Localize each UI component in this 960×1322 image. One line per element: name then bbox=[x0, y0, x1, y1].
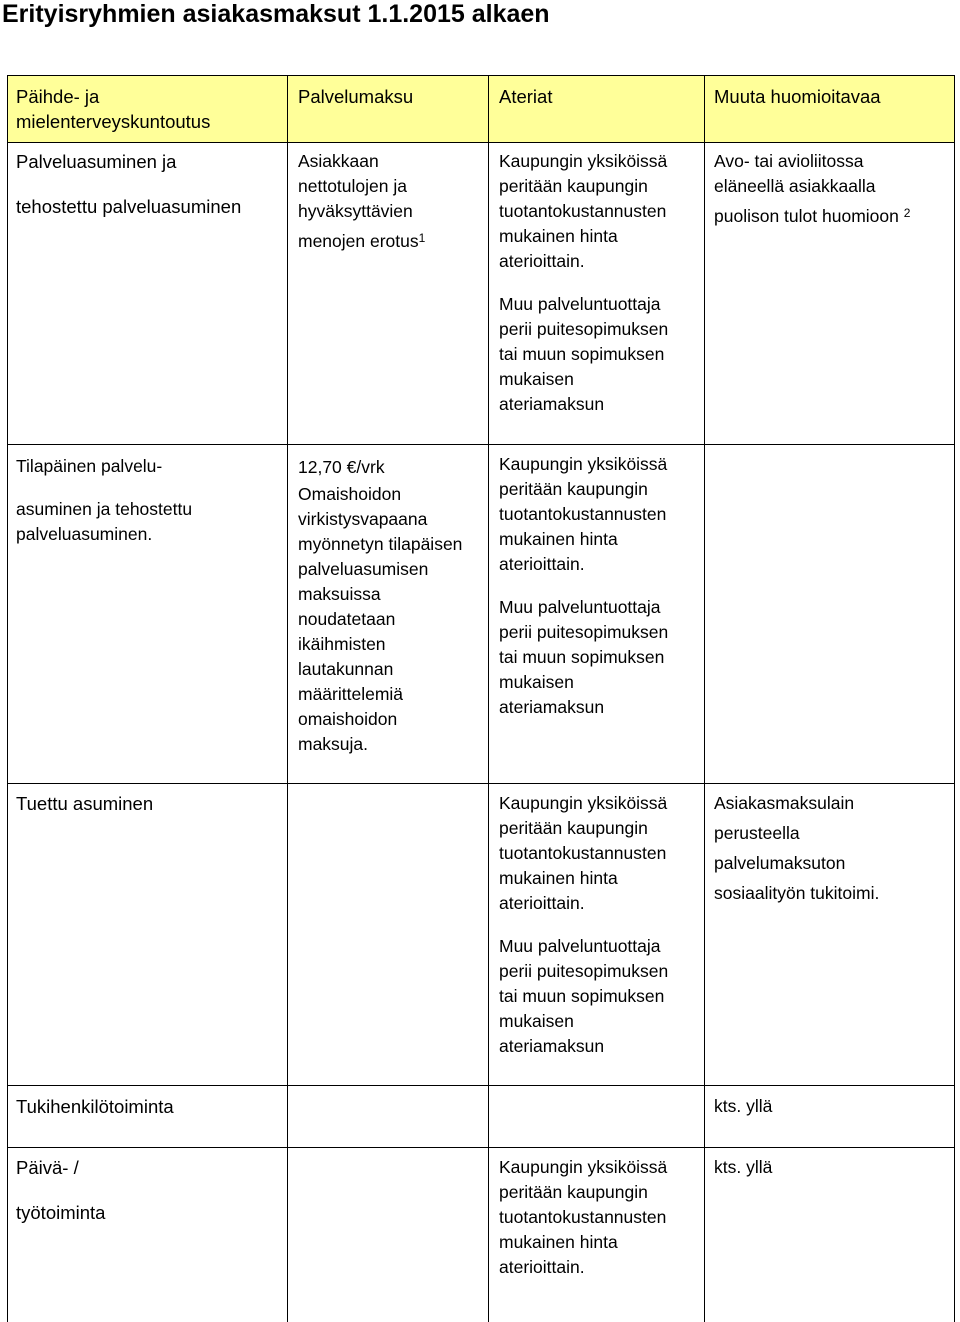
row1-note-line: Avo- tai avioliitossa bbox=[714, 151, 864, 171]
row1-note-line bbox=[714, 204, 910, 229]
row1-fee-text: menojen erotus bbox=[298, 231, 419, 251]
row1-fee bbox=[298, 149, 425, 254]
meal-line: tuotantokustannusten bbox=[499, 504, 667, 524]
row2-fee-line: maksuja. bbox=[298, 734, 369, 754]
meal-line: aterioittain. bbox=[499, 1257, 585, 1277]
row1-fee-line: nettotulojen ja bbox=[298, 176, 407, 196]
footnote-ref: 2 bbox=[903, 206, 911, 220]
meal-line: ateriamaksun bbox=[499, 697, 605, 717]
meal-line: aterioittain. bbox=[499, 554, 585, 574]
meal-line: mukainen hinta bbox=[499, 1232, 618, 1252]
meal-line: peritään kaupungin bbox=[499, 479, 648, 499]
meal-line: mukaisen bbox=[499, 1011, 574, 1031]
row1-note bbox=[714, 149, 910, 229]
row2-name-line: asuminen ja tehostettu bbox=[16, 499, 193, 519]
meal-line: tai muun sopimuksen bbox=[499, 986, 665, 1006]
meal-line: perii puitesopimuksen bbox=[499, 319, 669, 339]
header-col3: Ateriat bbox=[499, 86, 553, 107]
table-border bbox=[7, 142, 955, 143]
page-title: Erityisryhmien asiakasmaksut 1.1.2015 alkaen bbox=[2, 0, 550, 28]
row3-note-line: perusteella bbox=[714, 823, 800, 843]
row2-name bbox=[16, 454, 192, 547]
meal-line: peritään kaupungin bbox=[499, 1182, 648, 1202]
meal-line: ateriamaksun bbox=[499, 1036, 605, 1056]
row5-note: kts. yllä bbox=[714, 1157, 773, 1177]
meal-line: tuotantokustannusten bbox=[499, 843, 667, 863]
meal-line: Kaupungin yksiköissä bbox=[499, 454, 668, 474]
meal-line: mukaisen bbox=[499, 672, 574, 692]
row1-fee-line bbox=[298, 229, 425, 254]
table-border bbox=[7, 75, 955, 76]
table-border bbox=[7, 444, 955, 445]
row1-fee-line: Asiakkaan bbox=[298, 151, 379, 171]
table-border bbox=[7, 75, 8, 1322]
footnote-ref: 1 bbox=[418, 231, 426, 245]
table-border bbox=[7, 783, 955, 784]
table-border bbox=[954, 75, 955, 1322]
header-col2: Palvelumaksu bbox=[298, 86, 414, 107]
meal-line: perii puitesopimuksen bbox=[499, 622, 669, 642]
row2-fee-line: ikäihmisten bbox=[298, 634, 386, 654]
header-col4: Muuta huomioitavaa bbox=[714, 86, 881, 107]
table-border bbox=[704, 75, 705, 1322]
meal-line: peritään kaupungin bbox=[499, 818, 648, 838]
row2-fee-line: palveluasumisen bbox=[298, 559, 429, 579]
row1-name-line1: Palveluasuminen ja bbox=[16, 151, 177, 172]
row1-name-line2: tehostettu palveluasuminen bbox=[16, 196, 242, 217]
table-border bbox=[7, 1147, 955, 1148]
table-border bbox=[287, 75, 288, 1322]
meal-line: peritään kaupungin bbox=[499, 176, 648, 196]
row5-meals bbox=[499, 1155, 667, 1280]
row3-note bbox=[714, 791, 879, 906]
row2-fee-line: omaishoidon bbox=[298, 709, 398, 729]
meal-line: mukainen hinta bbox=[499, 226, 618, 246]
row2-fee-line: virkistysvapaana bbox=[298, 509, 428, 529]
row2-fee bbox=[298, 455, 462, 757]
row2-fee-line: 12,70 €/vrk bbox=[298, 457, 385, 477]
meal-line: Kaupungin yksiköissä bbox=[499, 793, 668, 813]
row4-name: Tukihenkilötoiminta bbox=[16, 1096, 174, 1117]
row2-name-line: palveluasuminen. bbox=[16, 524, 153, 544]
header-col1-line2: mielenterveyskuntoutus bbox=[16, 111, 211, 132]
table-border bbox=[488, 75, 489, 1322]
meal-line: Kaupungin yksiköissä bbox=[499, 1157, 668, 1177]
row2-fee-line: myönnetyn tilapäisen bbox=[298, 534, 463, 554]
row3-note-line: palvelumaksuton bbox=[714, 853, 846, 873]
meal-line: Muu palveluntuottaja bbox=[499, 294, 661, 314]
meal-line: aterioittain. bbox=[499, 251, 585, 271]
row4-note: kts. yllä bbox=[714, 1096, 773, 1116]
row3-meals bbox=[499, 791, 668, 1059]
row2-fee-line: Omaishoidon bbox=[298, 484, 402, 504]
meal-line: perii puitesopimuksen bbox=[499, 961, 669, 981]
header-col1-line1: Päihde- ja bbox=[16, 86, 100, 107]
meal-line: tai muun sopimuksen bbox=[499, 344, 665, 364]
row2-fee-line: noudatetaan bbox=[298, 609, 396, 629]
row2-meals bbox=[499, 452, 668, 720]
meal-line: tai muun sopimuksen bbox=[499, 647, 665, 667]
meal-line: tuotantokustannusten bbox=[499, 201, 667, 221]
row1-note-text: puolison tulot huomioon bbox=[714, 206, 904, 226]
row1-note-line: eläneellä asiakkaalla bbox=[714, 176, 876, 196]
row2-fee-line: maksuissa bbox=[298, 584, 381, 604]
row5-name-line1: Päivä- / bbox=[16, 1157, 79, 1178]
meal-line: mukaisen bbox=[499, 369, 574, 389]
row1-meals bbox=[499, 149, 668, 417]
row3-name: Tuettu asuminen bbox=[16, 793, 154, 814]
meal-line: Kaupungin yksiköissä bbox=[499, 151, 668, 171]
meal-line: mukainen hinta bbox=[499, 868, 618, 888]
row1-fee-line: hyväksyttävien bbox=[298, 201, 413, 221]
meal-line: Muu palveluntuottaja bbox=[499, 597, 661, 617]
row2-fee-line: määrittelemiä bbox=[298, 684, 404, 704]
row3-note-line: Asiakasmaksulain bbox=[714, 793, 855, 813]
header-col1 bbox=[16, 84, 210, 134]
meal-line: tuotantokustannusten bbox=[499, 1207, 667, 1227]
table-border bbox=[7, 1085, 955, 1086]
meal-line: mukainen hinta bbox=[499, 529, 618, 549]
row5-name-line2: työtoiminta bbox=[16, 1202, 106, 1223]
row3-note-line: sosiaalityön tukitoimi. bbox=[714, 883, 880, 903]
meal-line: aterioittain. bbox=[499, 893, 585, 913]
meal-line: ateriamaksun bbox=[499, 394, 605, 414]
meal-line: Muu palveluntuottaja bbox=[499, 936, 661, 956]
row2-name-line: Tilapäinen palvelu- bbox=[16, 456, 163, 476]
row2-fee-line: lautakunnan bbox=[298, 659, 394, 679]
